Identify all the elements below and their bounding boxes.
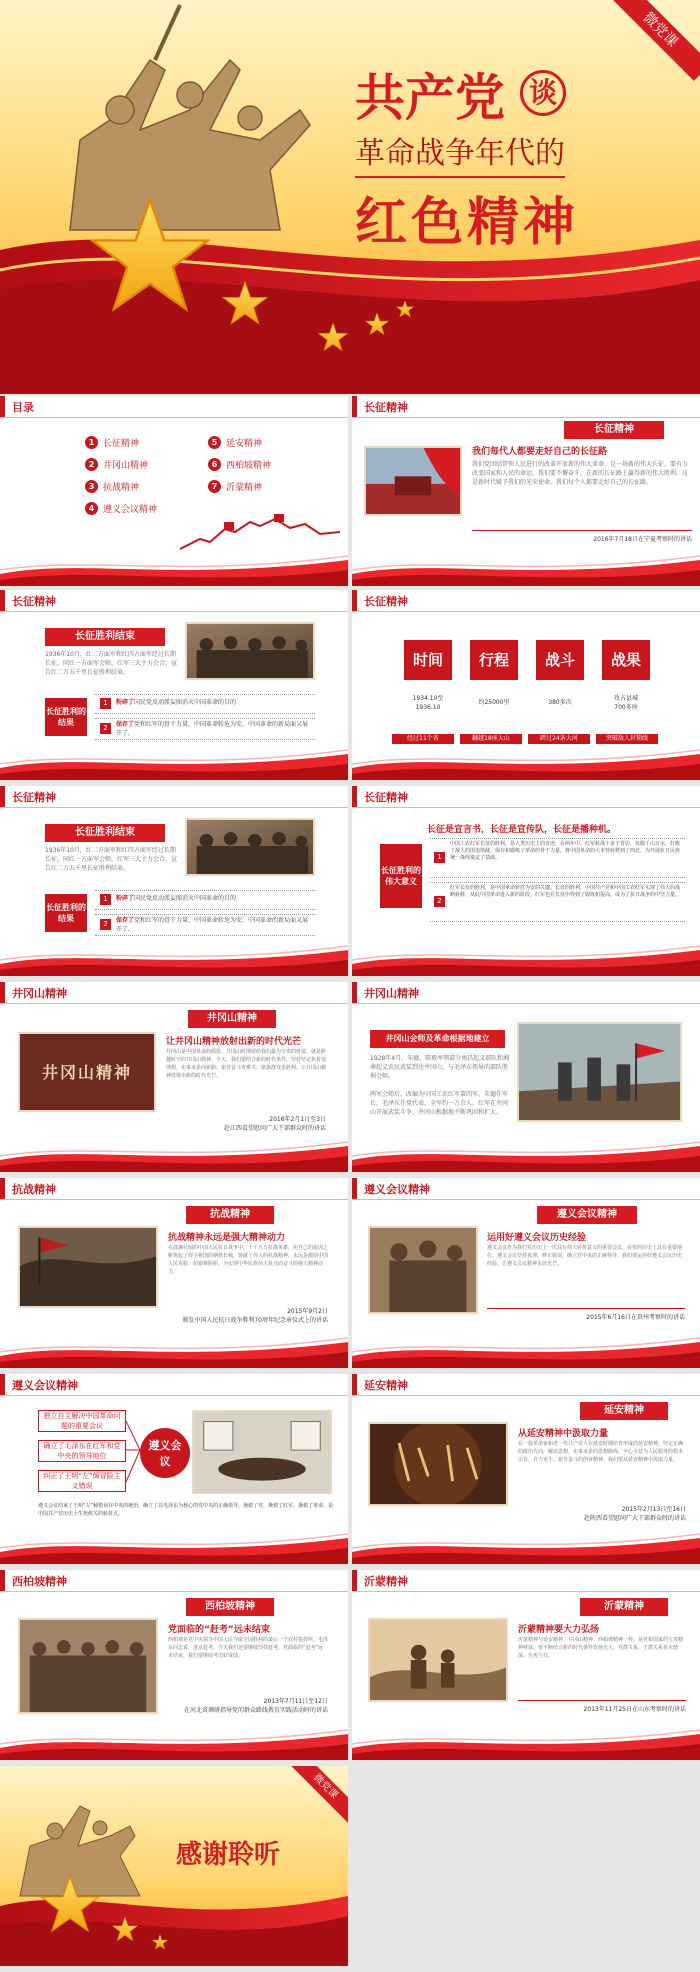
source-note: 赴江西看望慰问广大干部群众时的讲话 <box>223 1125 326 1132</box>
star-icon <box>318 322 348 352</box>
cover-slide[interactable] <box>0 0 700 394</box>
significance-label: 长征胜利的伟大意义 <box>380 844 422 908</box>
section-ribbon: 西柏坡精神 <box>186 1598 274 1616</box>
body-text: 两军会师后，改编为中国工农红军第四军，朱德任军长，毛泽东任党代表，全军约一万余人。红军在井冈山开展武装斗争，井冈山根据地不断巩固和扩大。 <box>370 1091 509 1116</box>
slide-header: 西柏坡精神 <box>12 1575 67 1588</box>
star-icon <box>152 1934 168 1950</box>
zunyi-slide-1[interactable] <box>352 1178 700 1368</box>
jinggangshan-slide-2[interactable] <box>352 982 700 1172</box>
headline: 让井冈山精神放射出新的时代光芒 <box>166 1037 302 1047</box>
slide-header: 沂蒙精神 <box>364 1575 408 1588</box>
star-icon <box>222 280 268 326</box>
slide-header: 抗战精神 <box>12 1183 56 1196</box>
body-text: 在波澜壮阔的中国人民抗日战争中，千千万万抗战英雄，用自己的血肉之躯筑起了捍卫祖国的钢铁长城，铸就了伟大的抗战精神，永远是激励中国人民克服一切艰难险阻、为实现中华民族伟大复兴而奋斗的强大精神动力。 <box>168 1245 329 1275</box>
toc-item[interactable]: 6 西柏坡精神 <box>208 458 271 471</box>
source-note: 2013年11月25日在山东考察时的讲话 <box>583 1706 686 1713</box>
red-wave-decoration <box>0 1726 348 1760</box>
tile-result: 战果 <box>602 640 650 680</box>
stat-pill: 经过11个省 <box>392 734 454 744</box>
section-ribbon: 延安精神 <box>580 1402 668 1420</box>
slide-header: 长征精神 <box>364 401 408 414</box>
changzheng-slide-2[interactable]: 长征精神 长征胜利结束 1936年10月，红二方面军和红四方面军经过长期长征，同红一方面军会师，红军三大主力会合，宣告红二万五千里长征胜利结束。 长征胜利的结果 1 粉碎了国民党反动派妄图消灭中国革命的目的 2 保存了党和红军的骨干力量，中国革命转危为安，中国革命的新局面又展开了。 <box>0 590 348 780</box>
photo-xibaipo-sculpture <box>18 1618 158 1714</box>
red-wave-decoration <box>352 942 700 976</box>
section-ribbon: 井冈山会师及革命根据地建立 <box>370 1030 505 1048</box>
photo-meeting-painting <box>517 1022 682 1122</box>
cover-title-line3: 红色精神 <box>355 193 580 253</box>
tile-time: 时间 <box>404 640 452 680</box>
photo-jinggangshan-wall: 井冈山精神 <box>18 1032 156 1112</box>
cover-title-line1: 共产党 <box>355 69 505 127</box>
changzheng-slide-1[interactable] <box>352 396 700 586</box>
toc-slide[interactable] <box>0 396 348 586</box>
photo-yimeng-painting <box>368 1618 508 1702</box>
section-ribbon: 长征胜利结束 <box>45 628 165 646</box>
slide-header: 井冈山精神 <box>364 987 419 1000</box>
body-text: 遵义会议作为我们党历史上一次具有伟大转折意义的重要会议，在党的历史上具有重要地位。遵义会议坚持真理、修正错误，确立党中央的正确领导，我们要运用好遵义会议历史经验，让遵义会议精神永放光芒。 <box>487 1245 683 1267</box>
zunyi-slide-2[interactable] <box>0 1374 348 1564</box>
changzheng-slide-4[interactable]: 长征精神 长征胜利结束 1936年10月，红二方面军和红四方面军经过长期长征，同红一方面军会师，红军三大主力会合，宣告红二万五千里长征胜利结束。 长征胜利的结果 1 粉碎了国民党反动派妄图消灭中国革命的目的 2 保存了党和红军的骨干力量，中国革命转危为安，中国革命的新局面又展开了。 <box>0 786 348 976</box>
point-box: 确立了毛泽东在红军和党中央的领导地位 <box>38 1440 126 1462</box>
red-wave-decoration <box>0 1334 348 1368</box>
red-wave-decoration <box>0 942 348 976</box>
section-ribbon: 长征胜利结束 <box>45 824 165 842</box>
yanan-slide[interactable]: 延安精神 延安精神 从延安精神中汲取力量 在一篇革命家和老一代共产党人在延安时期培育形成的延安精神，坚定正确的政治方向，解放思想、实事求是的思想路线，全心全意为人民服务的根本宗旨，自力更生、艰苦奋斗的创业精神。我们要从延安精神中汲取力量。 2015年2月13日至16日 赴陕西看望慰问广大干部群众时的讲话 <box>352 1374 700 1564</box>
changzheng-slide-5[interactable]: 长征精神 长征是宣言书，长征是宣传队，长征是播种机。 长征胜利的伟大意义 1 中国工农红军长征的胜利，是人类历史上的奇迹。在两年中，红军转战十多个省份，征服千山万水，打败了敌人的围追堵截，保存和锻炼了革命的骨干力量，将中国革命的大本营转移到了西北，为开展抗日民族统一战线奠定了基础。 2 红军长征的胜利，是中国革命转危为安的关键。长征的胜利，中国共产党和中国工农红军实现了伟大的战略转移，从此中国革命进入新的阶段，红军也在长征中得到了锻炼和提高，成为了抗日战争的中坚力量。 <box>352 786 700 976</box>
slide-header: 长征精神 <box>12 595 56 608</box>
toc-item[interactable]: 3 抗战精神 <box>85 480 139 493</box>
red-wave-decoration <box>0 746 348 780</box>
toc-item[interactable]: 4 遵义会议精神 <box>85 502 157 515</box>
section-ribbon: 抗战精神 <box>186 1206 274 1224</box>
headline: 从延安精神中汲取力量 <box>518 1429 609 1439</box>
photo-tiananmen <box>364 446 462 516</box>
slide-header: 长征精神 <box>364 595 408 608</box>
red-wave-decoration <box>0 552 348 586</box>
star-icon <box>396 300 414 318</box>
headline: 沂蒙精神要大力弘扬 <box>518 1625 600 1635</box>
headline: 长征是宣言书，长征是宣传队，长征是播种机。 <box>427 825 617 835</box>
toc-item[interactable]: 5 延安精神 <box>208 436 262 449</box>
headline: 抗战精神永远是强大精神动力 <box>168 1233 286 1243</box>
section-ribbon: 遵义会议精神 <box>537 1206 637 1224</box>
section-ribbon: 井冈山精神 <box>188 1010 276 1028</box>
yimeng-slide[interactable] <box>352 1570 700 1760</box>
slide-header: 遵义会议精神 <box>12 1379 78 1392</box>
tile-battle: 战斗 <box>536 640 584 680</box>
body-text: 遵义会议结束了王明“左”倾错误在中央的统治，确立了以毛泽东为核心的党中央的正确领导，挽救了党，挽救了红军，挽救了革命，是中国共产党历史上生死攸关的转折点。 <box>38 1503 334 1517</box>
source-note: 颁发中国人民抗日战争胜利70周年纪念章仪式上的讲话 <box>182 1317 328 1324</box>
headline: 运用好遵义会议历史经验 <box>487 1233 587 1243</box>
toc-item[interactable]: 7 沂蒙精神 <box>208 480 262 493</box>
cover-tan-badge: 谈 <box>520 70 566 116</box>
red-wave-decoration <box>352 746 700 780</box>
source-note: 赴陕西看望慰问广大干部群众时的讲话 <box>583 1515 686 1522</box>
star-icon <box>112 1916 138 1942</box>
red-wave-decoration <box>352 1726 700 1760</box>
source-note: 2016年7月18日在宁夏考察时的讲话 <box>593 536 692 543</box>
body-text: 西柏坡是党中央领导中国人民夺取全国胜利的最后一个农村指挥所。毛泽东同志说，进京赶考，今天我们还要继续坚持赶考，党面临的“赶考”远未结束，我们要继续考出好成绩。 <box>168 1637 329 1659</box>
body-text: 沂蒙精神与延安精神、井冈山精神、西柏坡精神一样，是党和国家的宝贵精神财富，要不断结合新的时代条件发扬光大。党群关系、干群关系鱼水情深、生死与共。 <box>518 1637 684 1659</box>
red-wave-decoration <box>352 1530 700 1564</box>
jinggangshan-slide-1[interactable]: 井冈山精神 井冈山精神 井冈山精神 让井冈山精神放射出新的时代光芒 井冈山是中国革命的摇篮。井冈山时期留给我们最为宝贵的财富，就是跨越时空的井冈山精神。今天，我们要结合新的时代条件，坚持坚定执着追理想、实事求是闯新路、艰苦奋斗攻难关、依靠群众求胜利，让井冈山精神放射出新的时代光芒。 2016年2月1日至3日 赴江西看望慰问广大干部群众时的讲话 <box>0 982 348 1172</box>
body-text: 我们党团结带领人民进行的改革开放新的伟大革命，是一场新的伟大长征，要有力改变国家和人民的命运，我们要不懈奋斗，在新的长征路上赢得新的伟大胜利。这是新时代赋予我们的光荣使命，我们每个人都要走好自己的长征路。 <box>472 461 689 486</box>
kangzhan-slide[interactable]: 抗战精神 抗战精神 抗战精神永远是强大精神动力 在波澜壮阔的中国人民抗日战争中，千千万万抗战英雄，用自己的血肉之躯筑起了捍卫祖国的钢铁长城，铸就了伟大的抗战精神，永远是激励中国人民克服一切艰难险阻、为实现中华民族伟大复兴而奋斗的强大精神动力。 2015年9月2日 颁发中国人民抗日战争胜利70周年纪念章仪式上的讲话 <box>0 1178 348 1368</box>
result-label: 长征胜利的结果 <box>45 894 87 932</box>
slide-header: 井冈山精神 <box>12 987 67 1000</box>
xibaipo-slide[interactable]: 西柏坡精神 西柏坡精神 党面临的“赶考”远未结束 西柏坡是党中央领导中国人民夺取全国胜利的最后一个农村指挥所。毛泽东同志说，进京赶考，今天我们还要继续坚持赶考，党面临的“赶考”远未结束，我们要继续考出好成绩。 2013年7月11日至12日 在河北省调研指导党的群众路线教育实践活动时的讲话 <box>0 1570 348 1760</box>
point-box: 纠正了王明“左”倾冒险主义错误 <box>38 1470 126 1492</box>
closing-background-art <box>0 1766 348 1966</box>
slide-header: 长征精神 <box>12 791 56 804</box>
cover-title-line2: 革命战争年代的 <box>355 128 565 178</box>
slide-header: 遵义会议精神 <box>364 1183 430 1196</box>
red-wave-decoration <box>352 1138 700 1172</box>
photo-soldiers <box>185 818 315 876</box>
stat-pill: 翻越18座大山 <box>460 734 522 744</box>
changzheng-slide-3[interactable]: 长征精神 时间 行程 战斗 战果 1934.10至 1936.10 约25000里 380多次 攻占县城 700多座 经过11个省 翻越18座大山 跨过24条大河 突破敌人封锁线 <box>352 590 700 780</box>
star-icon <box>365 312 389 336</box>
photo-zunyi-sculpture <box>368 1226 478 1314</box>
headline: 我们每代人都要走好自己的长征路 <box>472 447 608 457</box>
photo-yanan-calligraphy <box>368 1422 508 1506</box>
photo-battle-painting <box>18 1226 158 1308</box>
micro-lesson-tag: 微党课 <box>609 0 700 81</box>
slide-header: 长征精神 <box>364 791 408 804</box>
great-wall-icon <box>180 514 340 554</box>
closing-slide[interactable] <box>0 1766 348 1966</box>
toc-item[interactable]: 1 长征精神 <box>85 436 139 449</box>
photo-meeting-room <box>192 1410 332 1494</box>
red-wave-decoration <box>0 1530 348 1564</box>
thanks-text: 感谢聆听 <box>176 1840 281 1870</box>
body-text: 1936年10月，红二方面军和红四方面军经过长期长征，同红一方面军会师，红军三大主力会合，宣告红二万五千里长征胜利结束。 <box>45 847 178 872</box>
body-text: 1936年10月，红二方面军和红四方面军经过长期长征，同红一方面军会师，红军三大主力会合，宣告红二万五千里长征胜利结束。 <box>45 651 178 676</box>
red-wave-decoration <box>0 1138 348 1172</box>
section-ribbon: 沂蒙精神 <box>580 1598 668 1616</box>
slide-header: 目录 <box>12 401 34 414</box>
section-ribbon: 长征精神 <box>564 421 664 439</box>
headline: 党面临的“赶考”远未结束 <box>168 1625 270 1635</box>
zunyi-center-circle: 遵义会议 <box>140 1428 190 1478</box>
result-label: 长征胜利的结果 <box>45 698 87 736</box>
big-star-icon <box>90 195 210 315</box>
photo-soldiers <box>185 622 315 680</box>
slide-header: 延安精神 <box>364 1379 408 1392</box>
body-text: 在一篇革命家和老一代共产党人在延安时期培育形成的延安精神，坚定正确的政治方向，解放思想、实事求是的思想路线，全心全意为人民服务的根本宗旨，自力更生、艰苦奋斗的创业精神。我们要从延安精神中汲取力量。 <box>518 1441 684 1463</box>
tile-route: 行程 <box>470 640 518 680</box>
body-text: 井冈山是中国革命的摇篮。井冈山时期留给我们最为宝贵的财富，就是跨越时空的井冈山精神。今天，我们要结合新的时代条件，坚持坚定执着追理想、实事求是闯新路、艰苦奋斗攻难关、依靠群众求胜利，让井冈山精神放射出新的时代光芒。 <box>166 1049 327 1079</box>
red-wave-decoration <box>352 552 700 586</box>
big-star-icon <box>40 1874 100 1934</box>
source-note: 2015年6月16日在贵州考察时的讲话 <box>586 1314 685 1321</box>
toc-item[interactable]: 2 井冈山精神 <box>85 458 148 471</box>
stat-pill: 跨过24条大河 <box>528 734 590 744</box>
body-text: 1928年4月，朱德、陈毅率领部分南昌起义部队和湘南起义农民武装到达井冈山，与毛泽东领导的部队胜利会师。 <box>370 1055 510 1080</box>
red-wave-decoration <box>352 1334 700 1368</box>
micro-lesson-tag: 微党课 <box>287 1766 348 1825</box>
stat-pill: 突破敌人封锁线 <box>596 734 658 744</box>
point-box: 独立自主解决中国革命问题的重要会议 <box>38 1410 126 1432</box>
source-note: 在河北省调研指导党的群众路线教育实践活动时的讲话 <box>183 1707 328 1714</box>
